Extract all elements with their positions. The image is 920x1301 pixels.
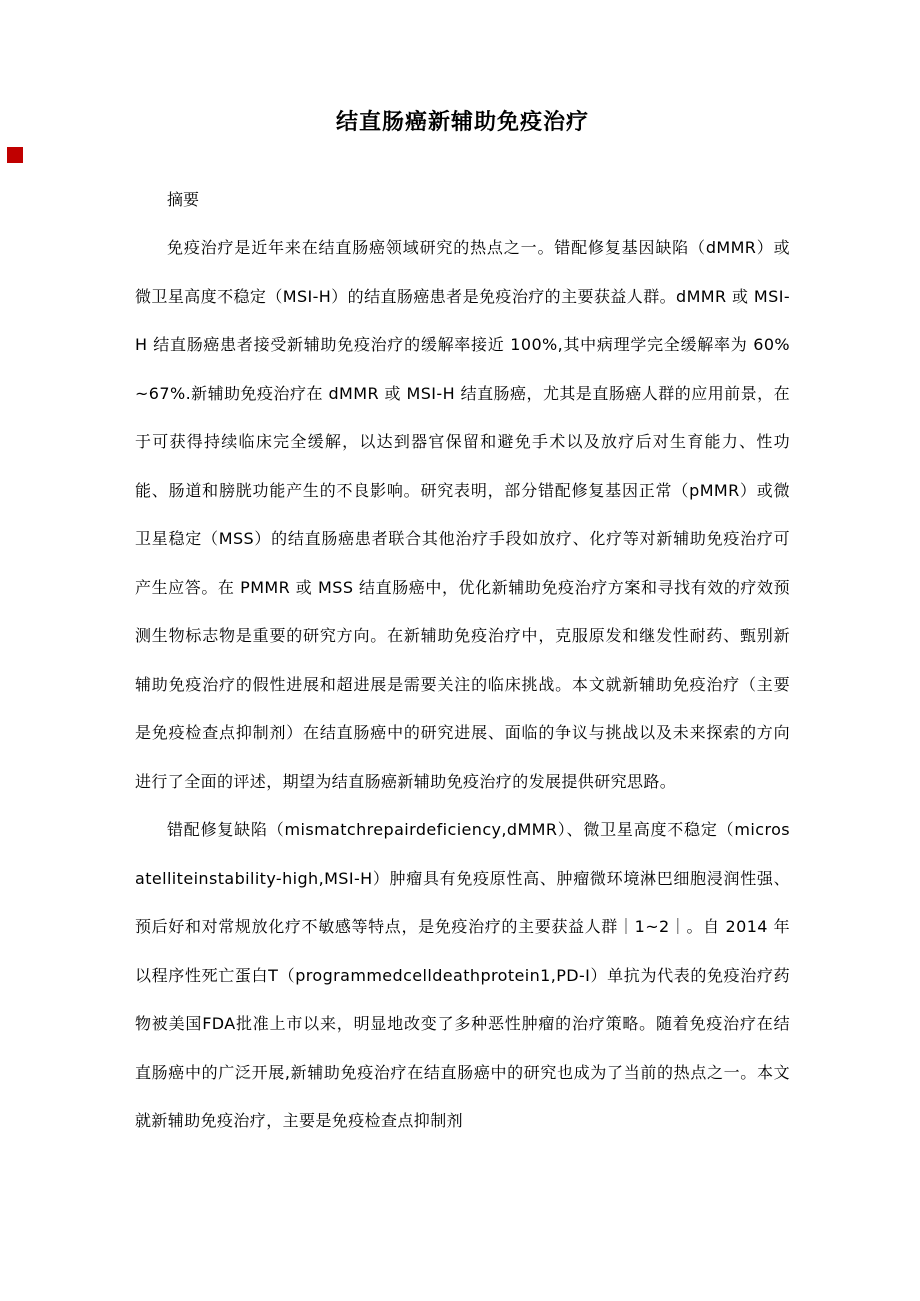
abstract-paragraph: 免疫治疗是近年来在结直肠癌领域研究的热点之一。错配修复基因缺陷（dMMR）或微卫星高度不稳定（MSI-H）的结直肠癌患者是免疫治疗的主要获益人群。dMMR 或 MSI-H 结直肠癌患者接受新辅助免疫治疗的缓解率接近 100%,其中病理学完全缓解率为 60%~67%.新辅助免疫治疗在 dMMR 或 MSI-H 结直肠癌，尤其是直肠癌人群的应用前景，在于可获得持续临床完全缓解，以达到器官保留和避免手术以及放疗后对生育能力、性功能、肠道和膀胱功能产生的不良影响。研究表明，部分错配修复基因正常（pMMR）或微卫星稳定（MSS）的结直肠癌患者联合其他治疗手段如放疗、化疗等对新辅助免疫治疗可产生应答。在 PMMR 或 MSS 结直肠癌中，优化新辅助免疫治疗方案和寻找有效的疗效预测生物标志物是重要的研究方向。在新辅助免疫治疗中，克服原发和继发性耐药、甄别新辅助免疫治疗的假性进展和超进展是需要关注的临床挑战。本文就新辅助免疫治疗（主要是免疫检查点抑制剂）在结直肠癌中的研究进展、面临的争议与挑战以及未来探索的方向进行了全面的评述，期望为结直肠癌新辅助免疫治疗的发展提供研究思路。 — [135, 238, 790, 791]
red-square-marker-icon — [7, 147, 23, 163]
abstract-heading: 摘要 — [167, 190, 200, 209]
introduction-paragraph: 错配修复缺陷（mismatchrepairdeficiency,dMMR）、微卫星高度不稳定（microsatelliteinstability-high,MSI-H）肿瘤具有免疫原性高、肿瘤微环境淋巴细胞浸润性强、预后好和对常规放化疗不敏感等特点，是免疫治疗的主要获益人群｜1~2｜。自 2014 年以程序性死亡蛋白T（programmedcelldeathprotein1,PD-I）单抗为代表的免疫治疗药物被美国FDA批准上市以来，明显地改变了多种恶性肿瘤的治疗策略。随着免疫治疗在结直肠癌中的广泛开展,新辅助免疫治疗在结直肠癌中的研究也成为了当前的热点之一。本文就新辅助免疫治疗，主要是免疫检查点抑制剂 — [135, 820, 790, 1130]
page-title: 结直肠癌新辅助免疫治疗 — [335, 110, 589, 135]
